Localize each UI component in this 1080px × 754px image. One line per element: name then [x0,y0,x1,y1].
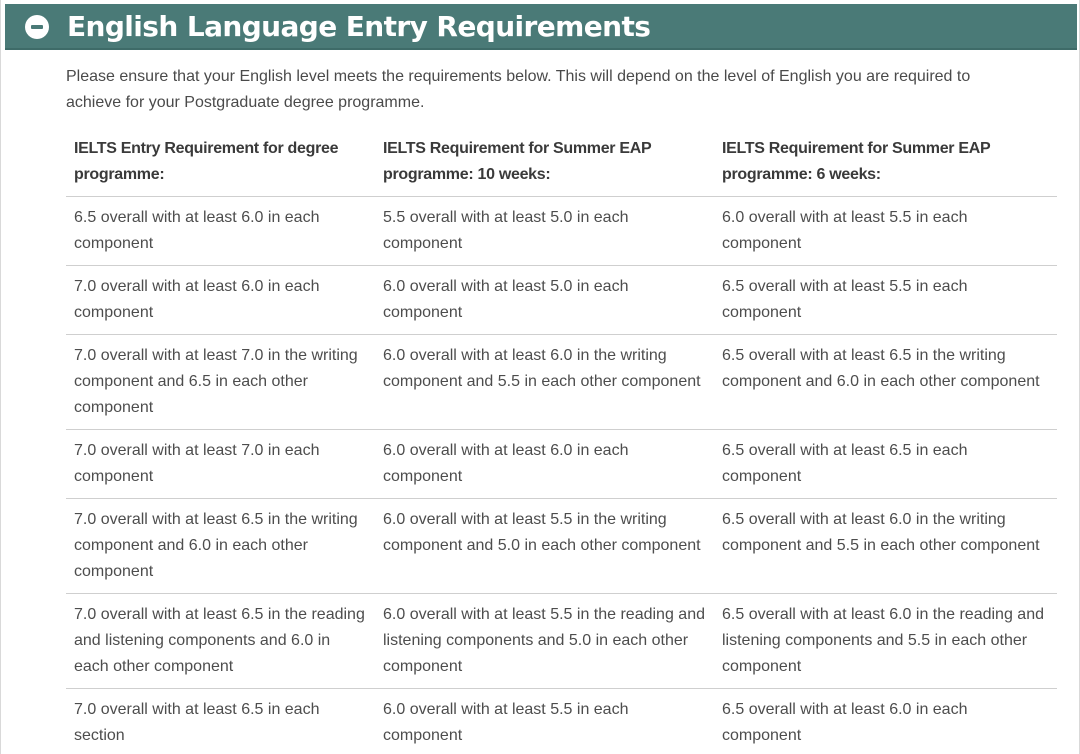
table-cell: 6.0 overall with at least 5.5 in the reading and listening components and 5.0 in each other component [375,594,714,689]
column-header-eap-6-weeks: IELTS Requirement for Summer EAP programme: 6 weeks: [714,131,1057,197]
table-cell: 6.5 overall with at least 6.0 in each component [66,197,375,266]
table-header-row [66,131,1057,197]
table-cell: 6.0 overall with at least 5.0 in each component [375,266,714,335]
table-cell: 6.5 overall with at least 6.5 in each component [714,430,1057,499]
table-row [66,594,1057,689]
table-cell: 6.0 overall with at least 6.0 in the writing component and 5.5 in each other component [375,335,714,430]
table-cell: 6.5 overall with at least 6.5 in the writing component and 6.0 in each other component [714,335,1057,430]
table-cell: 6.0 overall with at least 5.5 in each component [714,197,1057,266]
section-title: English Language Entry Requirements [67,10,651,43]
table-cell: 5.5 overall with at least 5.0 in each component [375,197,714,266]
table-cell: 7.0 overall with at least 6.5 in the writing component and 6.0 in each other component [66,499,375,594]
column-header-degree: IELTS Entry Requirement for degree programme: [66,131,375,197]
table-cell: 7.0 overall with at least 6.5 in the reading and listening components and 6.0 in each other component [66,594,375,689]
minus-circle-icon[interactable] [25,15,49,39]
table-cell: 7.0 overall with at least 7.0 in the writing component and 6.5 in each other component [66,335,375,430]
table-cell: 7.0 overall with at least 6.5 in each section [66,689,375,754]
table-cell: 6.5 overall with at least 6.0 in each component [714,689,1057,754]
table-row [66,197,1057,266]
requirements-table [66,131,1057,754]
column-header-eap-10-weeks: IELTS Requirement for Summer EAP programme: 10 weeks: [375,131,714,197]
table-cell: 6.5 overall with at least 6.0 in the reading and listening components and 5.5 in each other component [714,594,1057,689]
table-row [66,689,1057,754]
table-row [66,430,1057,499]
table-cell: 6.0 overall with at least 5.5 in each component [375,689,714,754]
table-cell: 6.0 overall with at least 5.5 in the writing component and 5.0 in each other component [375,499,714,594]
table-row [66,499,1057,594]
intro-text: Please ensure that your English level meets the requirements below. This will depend on the level of English you are required to achieve for your Postgraduate degree programme. [66,68,971,111]
table-row [66,266,1057,335]
accordion-header[interactable] [5,4,1077,50]
table-cell: 7.0 overall with at least 7.0 in each component [66,430,375,499]
table-cell: 6.5 overall with at least 6.0 in the writing component and 5.5 in each other component [714,499,1057,594]
table-cell: 7.0 overall with at least 6.0 in each component [66,266,375,335]
table-cell: 6.5 overall with at least 5.5 in each component [714,266,1057,335]
table-row [66,335,1057,430]
table-cell: 6.0 overall with at least 6.0 in each component [375,430,714,499]
